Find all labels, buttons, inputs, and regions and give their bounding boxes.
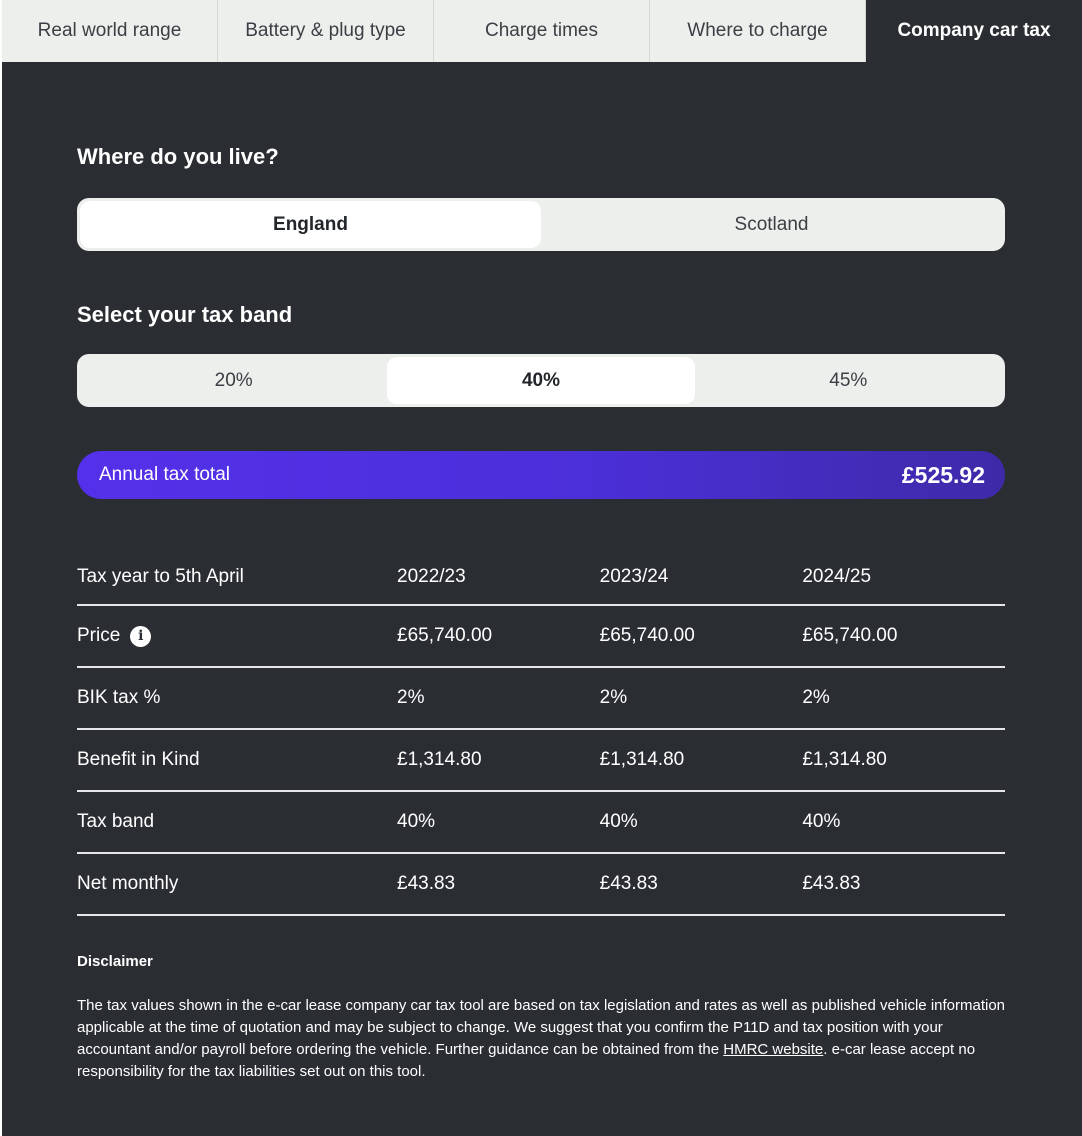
- tax-band-option-45[interactable]: 45%: [829, 369, 868, 391]
- tax-band-heading: Select your tax band: [77, 302, 293, 327]
- tab-where-to-charge[interactable]: Where to charge: [650, 0, 866, 62]
- tab-bar: [2, 0, 1082, 62]
- table-cell: 2%: [397, 687, 425, 708]
- table-cell: 40%: [397, 811, 436, 832]
- table-cell: 40%: [599, 811, 638, 832]
- tab-charge-times[interactable]: Charge times: [434, 0, 650, 62]
- table-cell: £1,314.80: [397, 749, 482, 770]
- annual-tax-total-value: £525.92: [901, 461, 985, 488]
- row-label: Benefit in Kind: [77, 749, 200, 770]
- table-header-cell: Tax year to 5th April: [77, 566, 244, 587]
- disclaimer-title: Disclaimer: [77, 953, 153, 970]
- table-cell: £43.83: [397, 873, 456, 894]
- table-row-tax-band: [77, 792, 1005, 854]
- region-heading: Where do you live?: [77, 144, 279, 169]
- info-icon[interactable]: i: [130, 626, 151, 647]
- table-row-net-monthly: [77, 854, 1005, 916]
- tab-battery-plug-type[interactable]: Battery & plug type: [218, 0, 434, 62]
- table-header-cell: 2023/24: [599, 566, 669, 587]
- row-label: Tax band: [77, 811, 155, 832]
- table-cell: 2%: [599, 687, 628, 708]
- row-label-cell: [77, 625, 397, 647]
- row-label: Net monthly: [77, 873, 179, 894]
- table-cell: 2%: [802, 687, 830, 708]
- table-cell: £1,314.80: [599, 749, 685, 770]
- annual-tax-total-label: Annual tax total: [99, 464, 230, 485]
- row-label: Price: [77, 625, 121, 646]
- table-cell: 40%: [802, 811, 841, 832]
- annual-tax-total-bar: [77, 451, 1005, 499]
- table-cell: £43.83: [802, 873, 861, 894]
- table-cell: £1,314.80: [802, 749, 887, 770]
- region-selector: [77, 198, 1005, 251]
- disclaimer-text-after: . e-car lease accept no responsibility for the tax liabilities set out on this tool.: [77, 1041, 976, 1080]
- disclaimer-text: [77, 995, 1013, 1083]
- region-option-scotland[interactable]: Scotland: [734, 213, 809, 235]
- company-car-tax-panel: [2, 0, 1082, 1136]
- table-cell: £43.83: [599, 873, 658, 894]
- tab-real-world-range[interactable]: Real world range: [2, 0, 218, 62]
- table-row-price: [77, 606, 1005, 668]
- table-cell: £65,740.00: [802, 625, 898, 646]
- region-option-england[interactable]: England: [80, 201, 541, 248]
- row-label: BIK tax %: [77, 687, 161, 708]
- table-header-cell: 2024/25: [802, 566, 872, 587]
- tax-band-selector: [77, 354, 1005, 407]
- table-header-row: [77, 550, 1005, 606]
- table-cell: £65,740.00: [599, 625, 695, 646]
- table-row-benefit-in-kind: [77, 730, 1005, 792]
- table-header-cell: 2022/23: [397, 566, 466, 587]
- tax-breakdown-table: [77, 550, 1005, 916]
- tax-band-option-20[interactable]: 20%: [214, 369, 253, 391]
- tax-band-option-40[interactable]: 40%: [387, 357, 694, 404]
- tab-company-car-tax[interactable]: Company car tax: [866, 0, 1082, 62]
- hmrc-website-link[interactable]: HMRC website: [723, 1041, 824, 1058]
- table-cell: £65,740.00: [397, 625, 493, 646]
- disclaimer-text-before: The tax values shown in the e-car lease company car tax tool are based on tax legislation and rates as well as published vehicle information applicable at the time of quotation and may be subject to change. We suggest that you confirm the P11D and tax position with your accountant and/or payroll before ordering the vehicle. Further guidance can be obtained from the: [77, 997, 1006, 1058]
- table-row-bik-tax: [77, 668, 1005, 730]
